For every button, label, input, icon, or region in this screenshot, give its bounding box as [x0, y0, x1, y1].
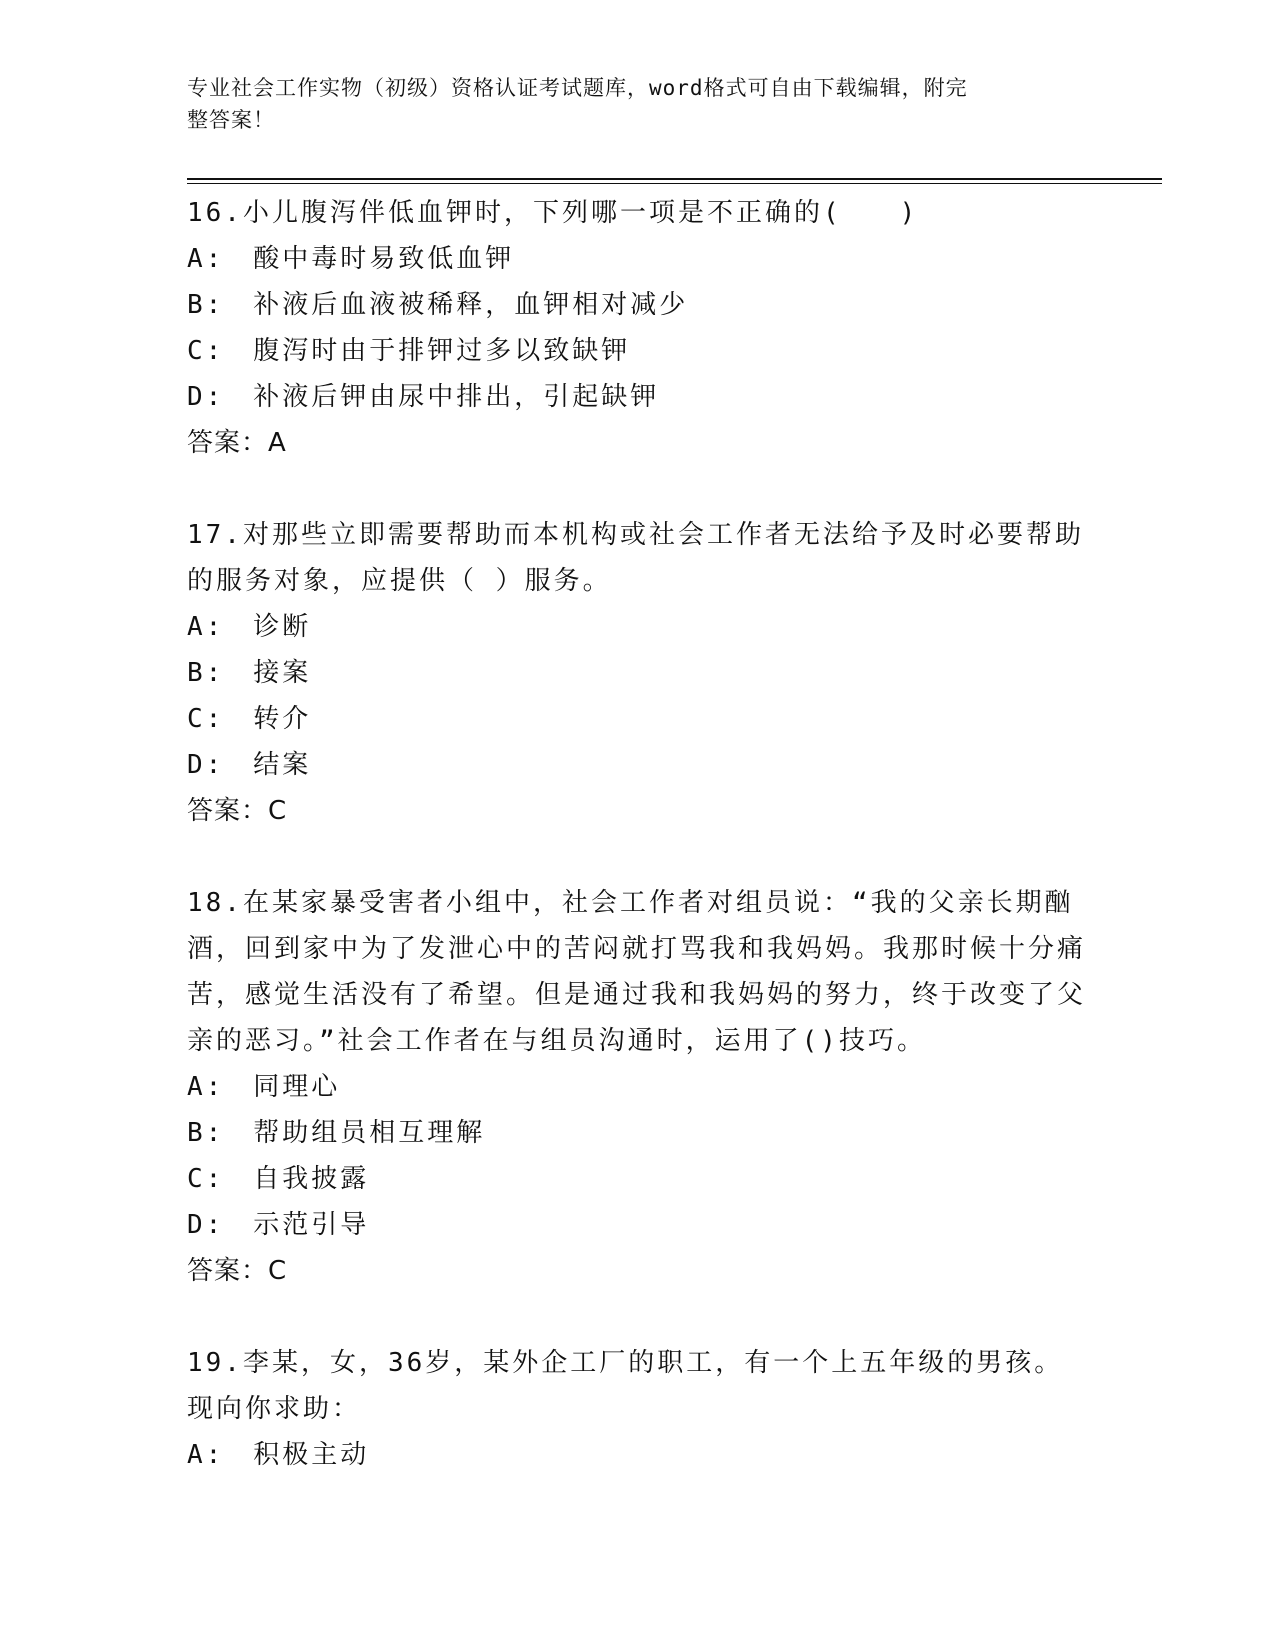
option-c: C: 转介 [187, 704, 312, 734]
option-b: B: 帮助组员相互理解 [187, 1118, 486, 1148]
header-line-2: 整答案！ [187, 108, 275, 132]
option-b: B: 接案 [187, 658, 312, 688]
question-stem: 18.在某家暴受害者小组中，社会工作者对组员说：“我的父亲长期酗酒，回到家中为了发泄心中的苦闷就打骂我和我妈妈。我那时候十分痛苦，感觉生活没有了希望。但是通过我和我妈妈的努力，终于改变了父亲的恶习。”社会工作者在与组员沟通时，运用了()技巧。 [187, 888, 1087, 1056]
option-c: C: 腹泻时由于排钾过多以致缺钾 [187, 336, 631, 366]
header-line-1: 专业社会工作实物（初级）资格认证考试题库，word格式可自由下载编辑，附完 [187, 76, 968, 100]
question-stem: 17.对那些立即需要帮助而本机构或社会工作者无法给予及时必要帮助的服务对象，应提供（ ）服务。 [187, 520, 1084, 596]
question-16 [187, 190, 1162, 466]
question-list [187, 190, 1162, 1524]
answer-line: 答案：C [187, 1256, 288, 1286]
header-divider [187, 178, 1162, 184]
answer-line: 答案：A [187, 428, 287, 458]
option-d: D: 结案 [187, 750, 312, 780]
question-stem: 16.小儿腹泻伴低血钾时，下列哪一项是不正确的( ) [187, 198, 919, 228]
document-header [187, 72, 1087, 136]
option-b: B: 补液后血液被稀释，血钾相对减少 [187, 290, 689, 320]
option-d: D: 示范引导 [187, 1210, 370, 1240]
question-19 [187, 1340, 1162, 1478]
option-c: C: 自我披露 [187, 1164, 370, 1194]
option-a: A: 酸中毒时易致低血钾 [187, 244, 515, 274]
option-a: A: 同理心 [187, 1072, 341, 1102]
option-a: A: 诊断 [187, 612, 312, 642]
answer-line: 答案：C [187, 796, 288, 826]
question-18 [187, 880, 1162, 1294]
option-a: A: 积极主动 [187, 1440, 370, 1470]
question-17 [187, 512, 1162, 834]
option-d: D: 补液后钾由尿中排出，引起缺钾 [187, 382, 660, 412]
question-stem: 19.李某，女，36岁，某外企工厂的职工，有一个上五年级的男孩。现向你求助： [187, 1348, 1064, 1424]
